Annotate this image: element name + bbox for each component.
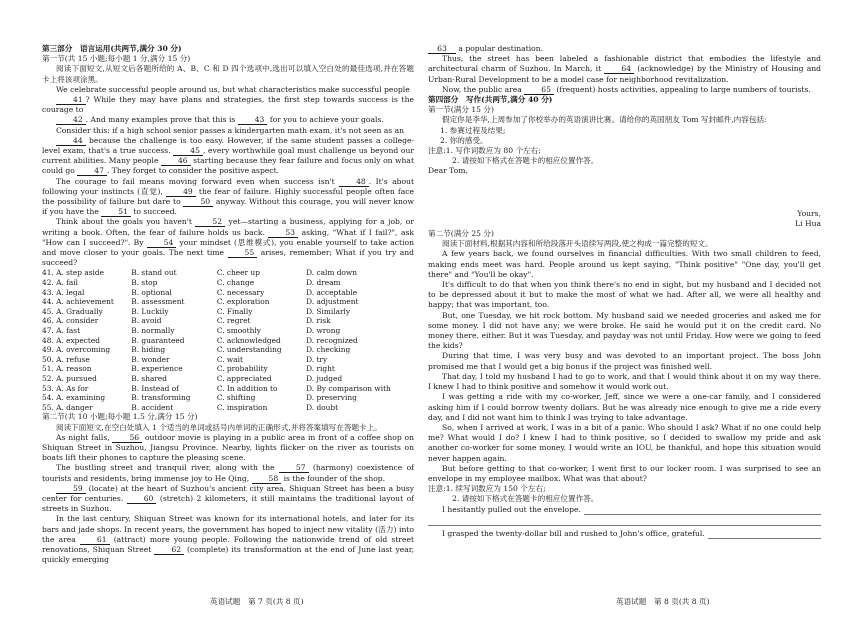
blank-46: 46 — [161, 156, 191, 166]
text-run: for you to achieve your goals. — [267, 115, 384, 125]
text-run: a popular destination. — [456, 44, 544, 53]
option-cell: B. guaranteed — [131, 335, 185, 345]
paragraph2-start — [428, 529, 821, 539]
story-paragraph: But before getting to that co-worker, I went first to our locker room. I was surprised to see an envelope in my employee mailbox. What was that about? — [428, 463, 821, 483]
option-cell: D. judged — [306, 374, 343, 383]
text-run: . It's about following your instincts (直觉), — [42, 176, 414, 196]
blank-50: 50 — [183, 197, 213, 207]
option-cell: D. recognized — [306, 335, 358, 345]
option-cell: C. acknowledged — [216, 335, 281, 345]
option-cell: D. adjustment — [306, 297, 359, 307]
blank-52: 52 — [195, 217, 225, 227]
option-cell: C. change — [216, 278, 255, 288]
option-cell: C. inspiration — [216, 402, 268, 412]
text-run: outdoor movie is playing in a public area in front of a coffee shop on Shiquan Street in Suzhou, Jiangsu Province. Nearby, lights flicker on the river as tourists on boats lift their phones to capture the pleasing scene. — [42, 432, 414, 463]
text-run: to succeed. — [130, 207, 177, 217]
left-page-footer: 英语试题 第 7 页(共 8 页) — [210, 597, 304, 606]
option-row — [42, 297, 414, 307]
story-paragraph: I was getting a ride with my co-worker, Jeff, since we were a one-car family, and I considered asking him if I could borrow twenty dollars. But he was already nice enough to give me a ride every day, and I did not want him to think I was trying to take advantage. — [428, 392, 821, 422]
blank-44: 44 — [56, 136, 86, 146]
option-cell: 55. A. danger — [42, 402, 93, 412]
text-run: your mindset (思维模式), you enable yourself to take action and move closer to your goals. The next time — [42, 237, 414, 258]
letter-body-space — [428, 177, 821, 209]
option-cell: C. exploration — [216, 297, 270, 307]
option-cell: C. wait — [216, 354, 243, 364]
option-cell: D. wrong — [306, 326, 341, 336]
option-cell: B. Instead of — [131, 383, 179, 393]
grammar-passage-continued — [428, 44, 821, 95]
text-run: The courage to fail means moving forward even when success isn't — [56, 176, 340, 186]
option-cell: B. avoid — [131, 316, 162, 326]
section2-title: 第二节(共 10 小题;每小题 1.5 分,满分 15 分) — [42, 412, 198, 422]
option-cell: B. shared — [131, 374, 167, 383]
text-run: is the founder of the shop. — [281, 473, 386, 483]
story-paragraph: During that time, I was very busy and was devoted to an important project. The boss John promised me that I would get a big bonus if the project was finished well. — [428, 351, 821, 371]
text-run: (stretch) 2 kilometers, it still maintains the traditional layout of streets in Suzhou. — [42, 494, 414, 514]
paragraph2-start-text: I grasped the twenty-dollar bill and rushed to John's office, grateful. — [442, 528, 705, 538]
paragraph — [42, 136, 414, 177]
paragraph — [42, 95, 414, 115]
text-run: We celebrate successful people around us, but what characteristics make successful people — [56, 84, 410, 94]
option-row — [42, 355, 414, 365]
story-paragraph: But, one Tuesday, we hit rock bottom. My husband said we needed groceries and asked me for some money. I did not have any; we were broke. He said he would put it on the credit card. No money there, either. But it was Tuesday, and payday was not until Friday. How were we going to feed the kids? — [428, 310, 821, 351]
option-cell: 46. A. consider — [42, 316, 99, 326]
text-run: (acknowledge) by the Ministry of Housing and Urban-Rural Development to be a model case for neighborhood revitalization. — [428, 64, 821, 84]
writing2-instructions: 阅读下面材料,根据其内容和所给段落开头语续写两段,使之构成一篇完整的短文。 — [442, 239, 713, 249]
text-run: (frequent) hosts activities, appealing to large numbers of tourists. — [553, 84, 811, 94]
option-cell: C. shifting — [216, 393, 256, 403]
writing1-point: 1. 参赛过程及结果; — [440, 125, 506, 135]
text-run: As night falls, — [56, 432, 113, 442]
option-cell: C. understanding — [216, 345, 282, 355]
option-row — [42, 316, 414, 326]
option-cell: B. transforming — [131, 393, 191, 403]
option-row — [42, 307, 414, 317]
text-run: (locate) at the heart of Suzhou's ancient city area, Shiquan Street has been a busy center for centuries. — [42, 483, 414, 503]
text-run: Thus, the street has been labeled a fashionable district that embodies the lifestyle and architectural charm of Suzhou. In March, it — [428, 54, 821, 74]
writing1-title: 第一节(满分 15 分) — [428, 105, 494, 115]
option-row — [42, 393, 414, 403]
option-cell: B. wonder — [131, 354, 170, 364]
option-cell: B. stand out — [131, 268, 177, 278]
paragraph — [42, 126, 414, 136]
option-cell: D. acceptable — [306, 287, 358, 297]
option-cell: 52. A. pursued — [42, 374, 97, 383]
blank-49: 49 — [166, 187, 196, 197]
paragraph — [42, 177, 414, 218]
option-cell: 44. A. achievement — [42, 297, 114, 307]
option-cell: D. checking — [306, 345, 351, 355]
blank-57: 57 — [279, 463, 309, 473]
text-run: anyway. Without this courage, you will never know if you have the — [42, 197, 414, 217]
cloze-passage — [42, 85, 414, 269]
writing2-note: 注意:1. 续写词数应为 150 个左右; — [428, 484, 546, 494]
option-row — [42, 364, 414, 374]
text-run: arises, remember; What if you try and succeed? — [42, 248, 414, 268]
option-cell: 45. A. Gradually — [42, 306, 103, 316]
text-run: Consider this: if a high school senior passes a kindergarten math exam, it's not seen as an — [56, 125, 405, 135]
blank-61: 61 — [80, 535, 110, 545]
blank-60: 60 — [127, 494, 157, 504]
option-cell: D. By comparison with — [306, 383, 391, 393]
section1-instructions: 阅读下面短文,从短文后各题所给的 A、B、C 和 D 四个选项中,选出可以填入空白处的最佳选项,并在答题卡上将该项涂黑。 — [42, 64, 414, 84]
blank-41: 41 — [56, 95, 86, 105]
option-cell: 51. A. reason — [42, 364, 92, 374]
blank-43: 43 — [238, 115, 268, 125]
text-run: In the last century, Shiquan Street was known for its international hotels, and later for its bars and jade shops. In recent years, the government has hoped to inject new vitality (活力) into the area — [42, 514, 414, 544]
option-cell: D. preserving — [306, 393, 357, 403]
right-page-footer: 英语试题 第 8 页(共 8 页) — [616, 597, 710, 606]
story-paragraph: So, when I arrived at work, I was in a bit of a panic. Who should I ask? What if no one could help me? What would I do? I knew I had to think positive, so I decided to swallow my pride and ask another co-worker for some money. I would write an IOU, be thankful, and hope this situation would never happen again. — [428, 422, 821, 463]
option-cell: B. experience — [131, 364, 183, 374]
option-cell: 48. A. expected — [42, 335, 100, 345]
letter-signature: Li Hua — [795, 218, 821, 228]
writing1-points — [428, 126, 821, 146]
paragraph — [428, 85, 821, 95]
blank-56: 56 — [112, 433, 142, 443]
option-cell: B. optional — [131, 287, 172, 297]
cloze-options-table — [42, 268, 414, 412]
letter-greeting: Dear Tom, — [428, 166, 468, 176]
text-run: yet—starting a business, applying for a job, or writing a book. Often, the fear of failure holds us back. — [42, 217, 414, 237]
text-run: . They forget to consider the positive aspect. — [106, 166, 280, 176]
section1-title: 第一节(共 15 小题;每小题 1 分,满分 15 分) — [42, 54, 191, 64]
option-cell: C. Finally — [216, 306, 253, 316]
option-cell: B. stop — [131, 278, 158, 288]
part3-title: 第三部分 语言运用(共两节,满分 30 分) — [42, 44, 182, 53]
blank-58: 58 — [252, 474, 282, 484]
grammar-passage — [42, 433, 414, 566]
blank-62: 62 — [154, 545, 184, 555]
blank-54: 54 — [147, 238, 177, 248]
option-cell: C. cheer up — [216, 268, 260, 278]
text-run: ? While they may have plans and strategies, the first step towards success is the courage to — [42, 95, 414, 115]
option-cell: B. Luckily — [131, 306, 169, 316]
paragraph — [42, 433, 414, 464]
paragraph — [428, 54, 821, 85]
story-paragraph: It's difficult to do that when you think there's no end in sight, but my husband and I decided not to be depressed about it but to make the most of what we had. After all, we were all healthy and happy; that was important, too. — [428, 280, 821, 310]
paragraph — [428, 44, 821, 54]
text-run: the fear of failure. Highly successful people often face the possibility of failure but dare to — [42, 186, 414, 207]
blank-64: 64 — [604, 64, 634, 74]
option-cell: C. regret — [216, 316, 251, 326]
text-run: (harmony) coexistence of tourists and residents, bring immense joy to He Qing, — [42, 463, 414, 483]
option-row — [42, 268, 414, 278]
blank-42: 42 — [56, 115, 86, 125]
text-run: (complete) its transformation at the end of June last year, quickly emerging — [42, 545, 414, 565]
option-cell: 50. A. refuse — [42, 354, 90, 364]
blank-53: 53 — [268, 228, 298, 238]
option-row — [42, 278, 414, 288]
story-paragraph: A few years back, we found ourselves in financial difficulties. With two small children to feed, making ends meet was hard. People around us kept saying, "Think positive" "One day, you'll get there" and "You'll be okay". — [428, 249, 821, 279]
right-page — [428, 44, 821, 539]
paragraph — [42, 85, 414, 95]
writing1-prompt: 假定你是李华,上周参加了你校举办的英语演讲比赛。请给你的英国朋友 Tom 写封邮件,内容包括: — [442, 115, 767, 125]
text-run: Think about the goals you haven't — [56, 217, 196, 227]
option-cell: 53. A. As for — [42, 383, 89, 393]
option-cell: D. risk — [306, 316, 331, 326]
option-cell: 54. A. examining — [42, 393, 106, 403]
text-run: asking, "What if I fail?", ask "How can I succeed?". By — [42, 227, 414, 247]
option-cell: 41. A. step aside — [42, 268, 105, 278]
blank-47: 47 — [77, 166, 107, 176]
paragraph — [42, 484, 414, 515]
writing1-point: 2. 你的感受。 — [440, 135, 488, 145]
letter-closing: Yours, — [797, 208, 821, 218]
option-cell: C. appreciated — [216, 374, 272, 383]
option-cell: D. Similarly — [306, 306, 351, 316]
text-run: starting because they fear failure and focus only on what could go — [42, 156, 414, 176]
text-run: , every worthwhile goal must challenge us beyond our current abilities. Many people — [42, 146, 414, 166]
option-cell: 43. A. legal — [42, 287, 85, 297]
option-cell: C. necessary — [216, 287, 265, 297]
option-row — [42, 288, 414, 298]
option-cell: D. doubt — [306, 402, 339, 412]
paragraph1-start — [428, 505, 821, 515]
option-cell: 42. A. fail — [42, 278, 79, 288]
story-paragraph: That day, I told my husband I had to go to work, and that I would think about it on my way there. I knew I had to think positive and somehow it would work out. — [428, 371, 821, 392]
blank-63: 63 — [428, 44, 456, 54]
option-cell: C. probability — [216, 364, 268, 374]
paragraph — [42, 514, 414, 565]
option-cell: D. calm down — [306, 268, 357, 278]
option-cell: 49. A. overcoming — [42, 345, 111, 355]
option-cell: D. try — [306, 354, 328, 364]
writing-line — [428, 515, 821, 526]
story-text — [428, 249, 821, 484]
option-cell: B. accident — [131, 402, 174, 412]
left-page — [42, 44, 414, 565]
option-row — [42, 326, 414, 336]
option-row — [42, 336, 414, 346]
paragraph — [42, 463, 414, 483]
writing2-note: 2. 请按如下格式在答题卡的相应位置作答。 — [452, 494, 599, 504]
option-row — [42, 345, 414, 355]
text-run: . And many examples prove that this is — [85, 115, 238, 125]
option-cell: B. hiding — [131, 345, 166, 355]
blank-45: 45 — [173, 146, 203, 156]
writing1-note: 2. 请按如下格式在答题卡的相应位置作答。 — [452, 156, 599, 166]
text-run: because the challenge is too easy. However, if the same student passes a college-level exam, that's a true success. — [42, 135, 414, 156]
option-row — [42, 384, 414, 394]
text-run: (attract) more young people. Following the nationwide trend of old street renovations, Shiquan Street — [42, 534, 414, 555]
option-cell: D. right — [306, 364, 335, 374]
option-cell: D. dream — [306, 278, 341, 288]
writing2-title: 第二节(满分 25 分) — [428, 229, 494, 239]
paragraph — [42, 115, 414, 125]
option-cell: C. smoothly — [216, 326, 261, 336]
blank-55: 55 — [228, 248, 258, 258]
writing1-note: 注意:1. 写作词数应为 80 个左右; — [428, 146, 541, 156]
blank-65: 65 — [524, 85, 554, 95]
option-cell: B. assessment — [131, 297, 185, 307]
option-row — [42, 374, 414, 384]
text-run: The bustling street and tranquil river, along with the — [56, 463, 279, 473]
blank-59: 59 — [56, 484, 86, 494]
option-cell: 47. A. fast — [42, 326, 81, 336]
paragraph — [42, 217, 414, 268]
option-row — [42, 403, 414, 413]
paragraph1-start-text: I hesitantly pulled out the envelope. — [442, 504, 581, 514]
text-run: Now, the public area — [442, 84, 525, 94]
blank-51: 51 — [101, 207, 131, 217]
section2-instructions: 阅读下面短文,在空白处填入 1 个适当的单词或括号内单词的正确形式,并将答案填写在答题卡上。 — [56, 422, 382, 432]
option-cell: B. normally — [131, 326, 175, 336]
option-cell: C. In addition to — [216, 383, 278, 393]
part4-title: 第四部分 写作(共两节,满分 40 分) — [428, 95, 553, 105]
blank-48: 48 — [339, 177, 369, 187]
